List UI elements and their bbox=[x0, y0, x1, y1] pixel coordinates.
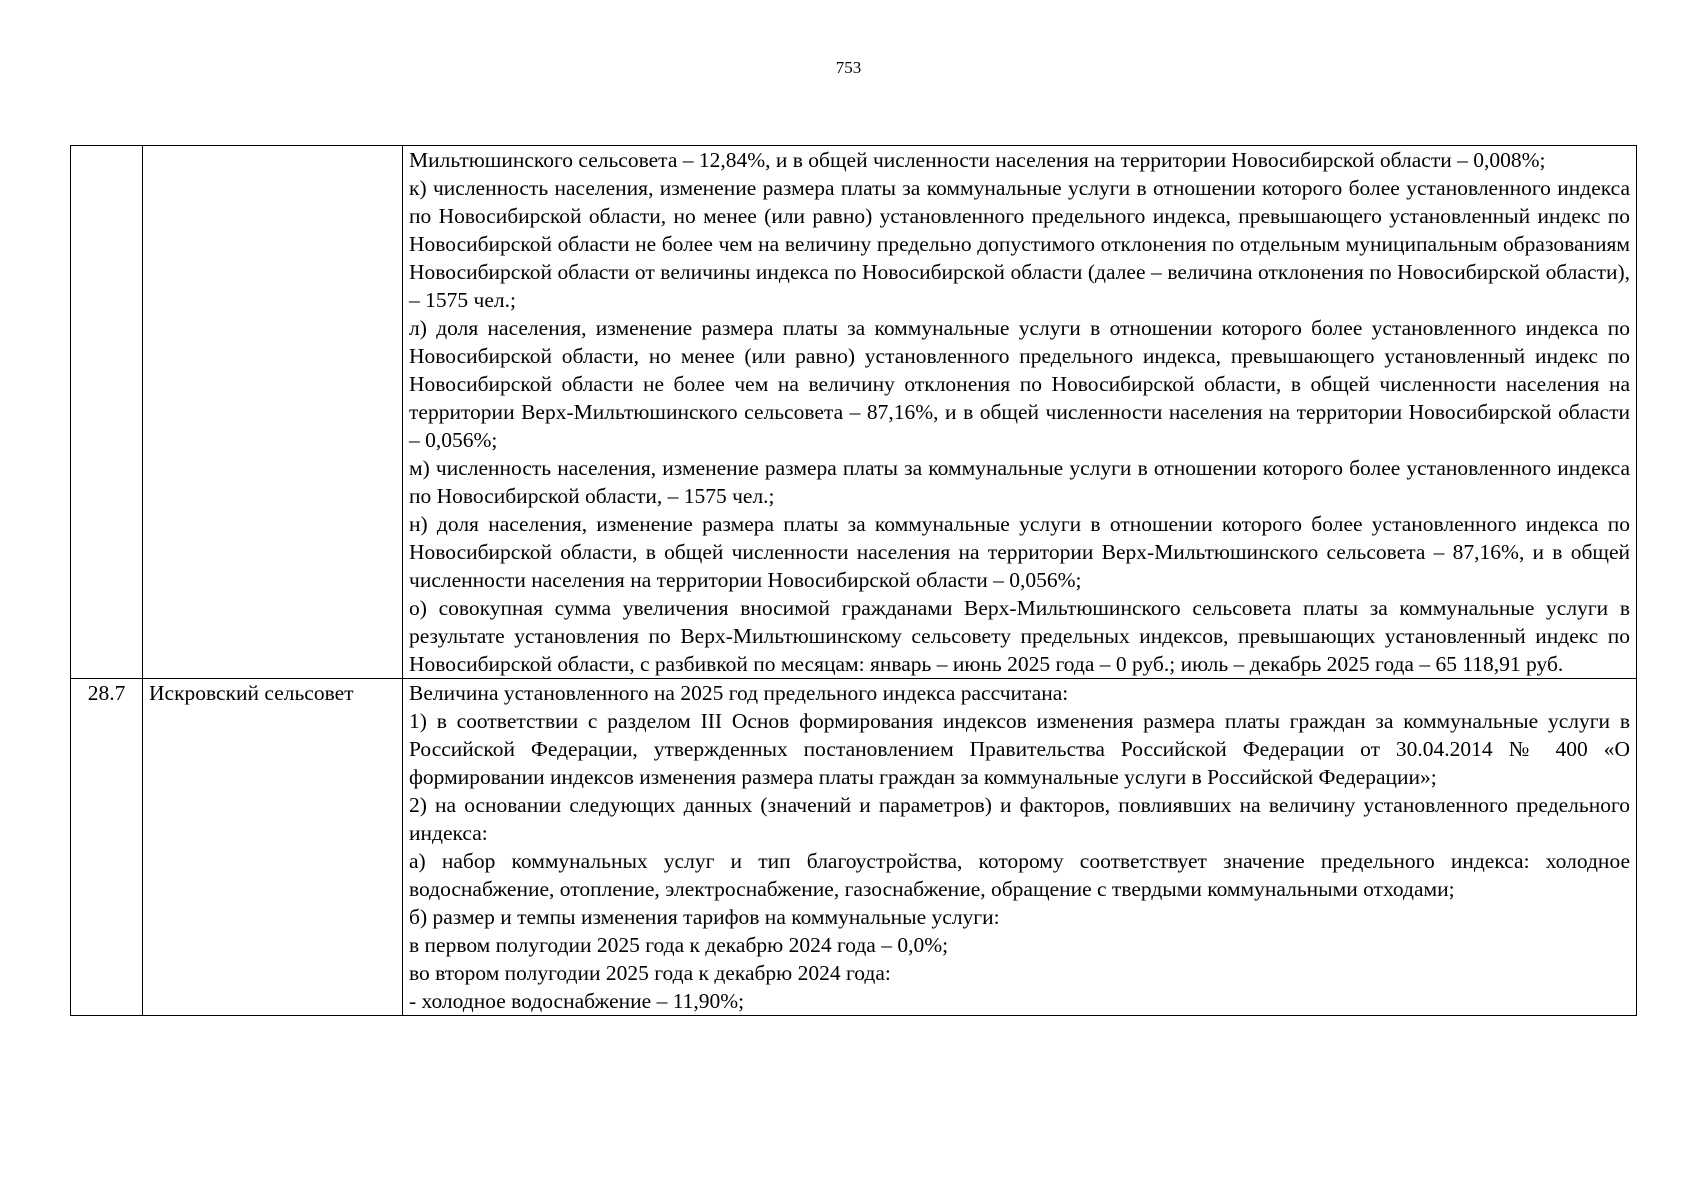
description-cell bbox=[403, 679, 1637, 1016]
document-table bbox=[70, 145, 1637, 1016]
paragraph: к) численность населения, изменение размера платы за коммунальные услуги в отношении которого более установленного индекса по Новосибирской области, но менее (или равно) установленного предельного индекса, превышающего установленный индекс по Новосибирской области не более чем на величину предельно допустимого отклонения по отдельным муниципальным образованиям Новосибирской области от величины индекса по Новосибирской области (далее – величина отклонения по Новосибирской области), – 1575 чел.; bbox=[409, 176, 1630, 312]
paragraph: Величина установленного на 2025 год предельного индекса рассчитана: bbox=[409, 681, 1069, 705]
municipality-name-cell: Искровский сельсовет bbox=[143, 679, 403, 1016]
municipality-name-cell bbox=[143, 146, 403, 679]
paragraph: б) размер и темпы изменения тарифов на коммунальные услуги: bbox=[409, 905, 1000, 929]
paragraph: 2) на основании следующих данных (значений и параметров) и факторов, повлиявших на величину установленного предельного индекса: bbox=[409, 793, 1630, 845]
paragraph: л) доля населения, изменение размера платы за коммунальные услуги в отношении которого более установленного индекса по Новосибирской области, но менее (или равно) установленного предельного индекса, превышающего установленный индекс по Новосибирской области не более чем на величину отклонения по Новосибирской области, в общей численности населения на территории Верх-Мильтюшинского сельсовета – 87,16%, и в общей численности населения на территории Новосибирской области – 0,056%; bbox=[409, 316, 1630, 452]
row-number-cell: 28.7 bbox=[71, 679, 143, 1016]
paragraph: во втором полугодии 2025 года к декабрю 2024 года: bbox=[409, 961, 891, 985]
row-number-cell bbox=[71, 146, 143, 679]
paragraph: в первом полугодии 2025 года к декабрю 2024 года – 0,0%; bbox=[409, 933, 949, 957]
table-row bbox=[71, 679, 1637, 1016]
paragraph: 1) в соответствии с разделом III Основ формирования индексов изменения размера платы граждан за коммунальные услуги в Российской Федерации, утвержденных постановлением Правительства Российской Федерации от 30.04.2014 № 400 «О формировании индексов изменения размера платы граждан за коммунальные услуги в Российской Федерации»; bbox=[409, 709, 1630, 789]
paragraph: м) численность населения, изменение размера платы за коммунальные услуги в отношении которого более установленного индекса по Новосибирской области, – 1575 чел.; bbox=[409, 456, 1630, 508]
paragraph: Мильтюшинского сельсовета – 12,84%, и в общей численности населения на территории Новосибирской области – 0,008%; bbox=[409, 148, 1546, 172]
table-row bbox=[71, 146, 1637, 679]
paragraph: о) совокупная сумма увеличения вносимой гражданами Верх-Мильтюшинского сельсовета платы за коммунальные услуги в результате установления по Верх-Мильтюшинскому сельсовету предельных индексов, превышающих установленный индекс по Новосибирской области, с разбивкой по месяцам: январь – июнь 2025 года – 0 руб.; июль – декабрь 2025 года – 65 118,91 руб. bbox=[409, 596, 1630, 676]
paragraph: - холодное водоснабжение – 11,90%; bbox=[409, 989, 745, 1013]
paragraph: н) доля населения, изменение размера платы за коммунальные услуги в отношении которого более установленного индекса по Новосибирской области, в общей численности населения на территории Верх-Мильтюшинского сельсовета – 87,16%, и в общей численности населения на территории Новосибирской области – 0,056%; bbox=[409, 512, 1630, 592]
description-cell bbox=[403, 146, 1637, 679]
page-number: 753 bbox=[835, 58, 862, 77]
paragraph: а) набор коммунальных услуг и тип благоустройства, которому соответствует значение предельного индекса: холодное водоснабжение, отопление, электроснабжение, газоснабжение, обращение с твердыми коммунальными отходами; bbox=[409, 849, 1630, 901]
